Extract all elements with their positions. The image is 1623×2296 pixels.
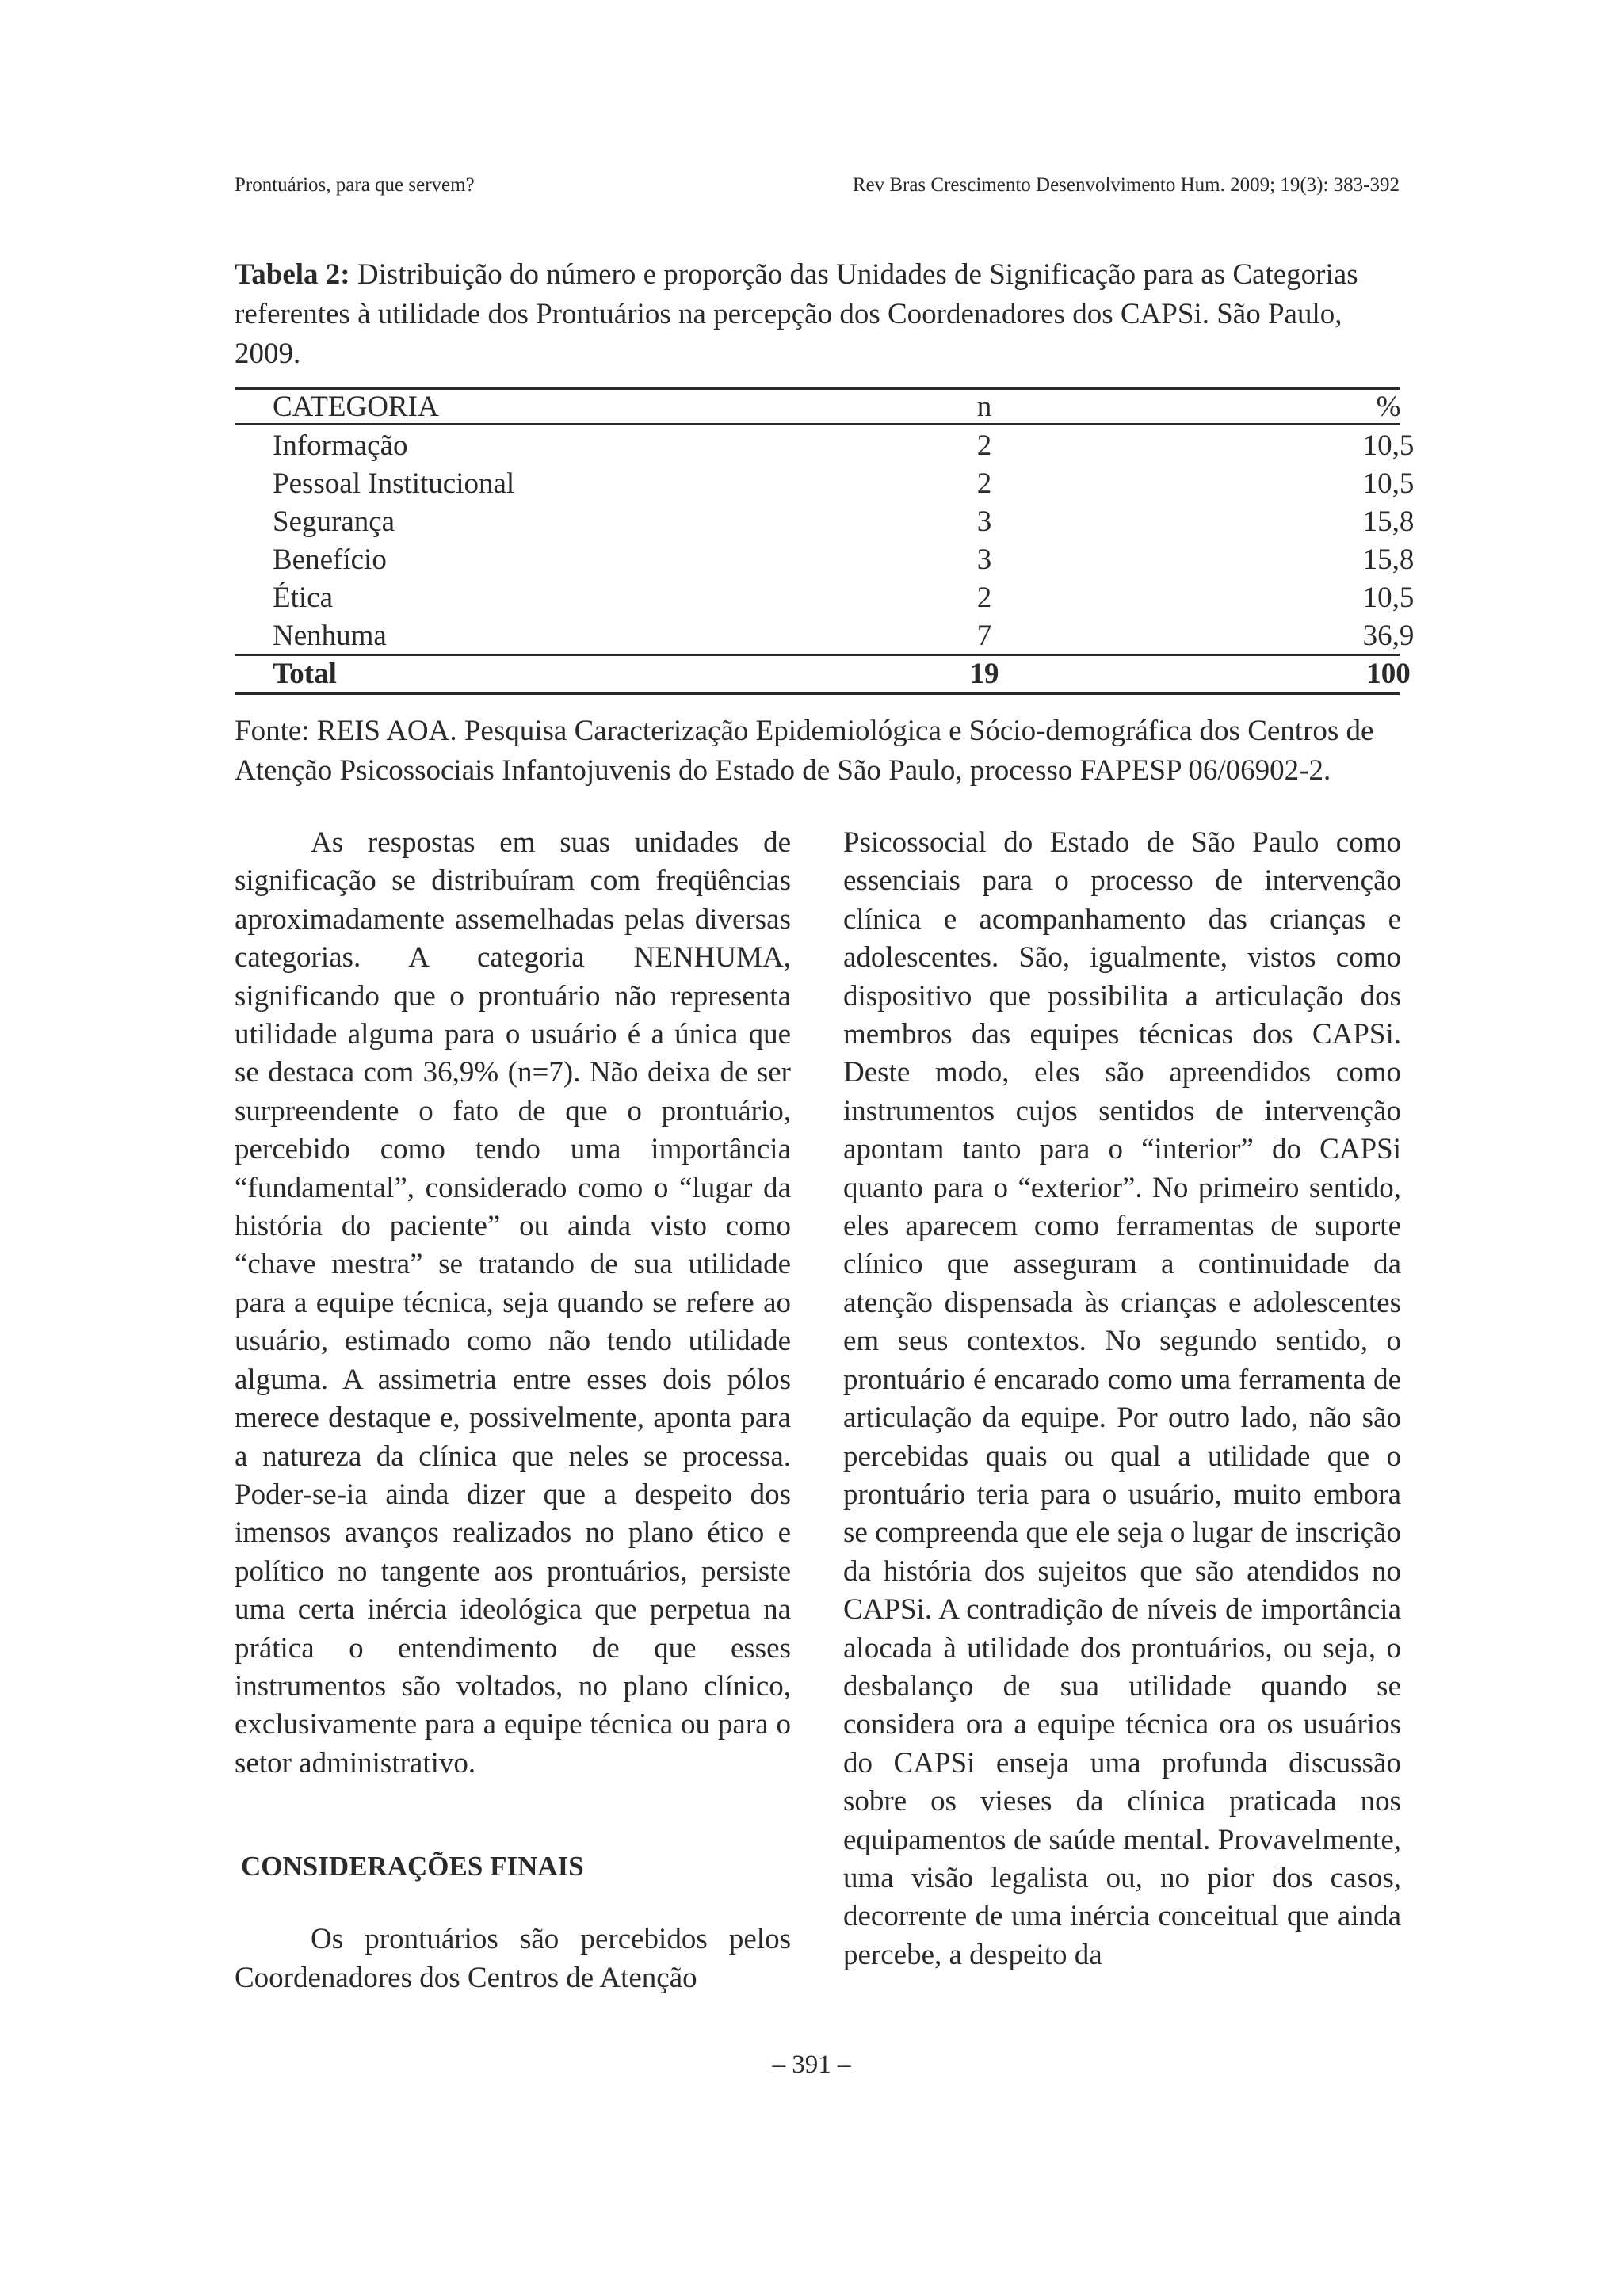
table-caption bbox=[235, 255, 1404, 374]
right-column bbox=[843, 824, 1401, 1974]
total-label: Total bbox=[273, 658, 337, 690]
table-source-note: Fonte: REIS AOA. Pesquisa Caracterização Epidemiológica e Sócio-demográfica dos Centros de Atenção Psicossociais Infantojuvenis do Estado de São Paulo, processo FAPESP 06/06902-2. bbox=[235, 715, 1374, 787]
column-header-n: n bbox=[976, 391, 992, 423]
row-n: 7 bbox=[976, 620, 992, 652]
total-n: 19 bbox=[969, 658, 999, 690]
row-category: Pessoal Institucional bbox=[273, 467, 515, 500]
body-paragraph: Psicossocial do Estado de São Paulo como essenciais para o processo de intervenção clínica e acompanhamento das crianças e adolescentes. São, igualmente, vistos como dispositivo que possibilita a articulação dos membros das equipes técnicas dos CAPSi. Deste modo, eles são apreendidos como instrumentos cujos sentidos de intervenção apontam tanto para o “interior” do CAPSi quanto para o “exterior”. No primeiro sentido, eles aparecem como ferramentas de suporte clínico que asseguram a continuidade da atenção dispensada às crianças e adolescentes em seus contextos. No segundo sentido, o prontuário é encarado como uma ferramenta de articulação da equipe. Por outro lado, não são percebidas quais ou qual a utilidade que o prontuário teria para o usuário, muito embora se compreenda que ele seja o lugar de inscrição da história dos sujeitos que são atendidos no CAPSi. A contradição de níveis de importância alocada à utilidade dos prontuários, ou seja, o desbalanço de sua utilidade quando se considera ora a equipe técnica ora os usuários do CAPSi enseja uma profunda discussão sobre os vieses da clínica praticada nos equipamentos de saúde mental. Provavelmente, uma visão legalista ou, no pior dos casos, decorrente de uma inércia conceitual que ainda percebe, a despeito da bbox=[843, 826, 1401, 1971]
column-header-categoria: CATEGORIA bbox=[273, 391, 439, 423]
row-n: 3 bbox=[976, 505, 992, 538]
column-header-percent: % bbox=[1376, 391, 1401, 423]
row-category: Benefício bbox=[273, 543, 387, 576]
row-category: Informação bbox=[273, 429, 408, 462]
table-caption-text: Distribuição do número e proporção das Unidades de Significação para as Categorias referentes à utilidade dos Prontuários na percepção dos Coordenadores dos CAPSi. São Paulo, 2009. bbox=[235, 258, 1358, 370]
row-n: 3 bbox=[976, 543, 992, 576]
row-percent: 15,8 bbox=[1362, 543, 1415, 576]
body-paragraph: As respostas em suas unidades de significação se distribuíram com freqüências aproximadamente assemelhadas pelas diversas categorias. A categoria NENHUMA, significando que o prontuário não representa utilidade alguma para o usuário é a única que se destaca com 36,9% (n=7). Não deixa de ser surpreendente o fato de que o prontuário, percebido como tendo uma importância “fundamental”, considerado como o “lugar da história do paciente” ou ainda visto como “chave mestra” se tratando de sua utilidade para a equipe técnica, seja quando se refere ao usuário, estimado como não tendo utilidade alguma. A assimetria entre esses dois pólos merece destaque e, possivelmente, aponta para a natureza da clínica que neles se processa. Poder-se-ia ainda dizer que a despeito dos imensos avanços realizados no plano ético e político no tangente aos prontuários, persiste uma certa inércia ideológica que perpetua na prática o entendimento de que esses instrumentos são voltados, no plano clínico, exclusivamente para a equipe técnica ou para o setor administrativo. bbox=[235, 826, 791, 1779]
row-category: Segurança bbox=[273, 505, 395, 538]
row-category: Ética bbox=[273, 582, 334, 614]
table-label: Tabela 2: bbox=[235, 258, 350, 291]
page-number: – 391 – bbox=[772, 2050, 851, 2079]
row-n: 2 bbox=[976, 429, 992, 462]
table-bottom-rule bbox=[235, 692, 1400, 695]
row-n: 2 bbox=[976, 582, 992, 614]
section-heading: CONSIDERAÇÕES FINAIS bbox=[241, 1851, 584, 1882]
table-total-rule bbox=[235, 654, 1400, 656]
table-header-rule bbox=[235, 423, 1400, 425]
journal-citation: Rev Bras Crescimento Desenvolvimento Hum. 2009; 19(3): 383-392 bbox=[852, 174, 1400, 196]
row-category: Nenhuma bbox=[273, 620, 387, 652]
left-column bbox=[235, 824, 791, 1997]
body-paragraph: Os prontuários são percebidos pelos Coordenadores dos Centros de Atenção bbox=[235, 1923, 791, 1994]
row-percent: 36,9 bbox=[1362, 620, 1415, 652]
row-percent: 10,5 bbox=[1362, 582, 1415, 614]
total-percent: 100 bbox=[1366, 658, 1411, 690]
row-percent: 10,5 bbox=[1362, 467, 1415, 500]
row-percent: 15,8 bbox=[1362, 505, 1415, 538]
running-title: Prontuários, para que servem? bbox=[235, 174, 475, 196]
row-percent: 10,5 bbox=[1362, 429, 1415, 462]
row-n: 2 bbox=[976, 467, 992, 500]
